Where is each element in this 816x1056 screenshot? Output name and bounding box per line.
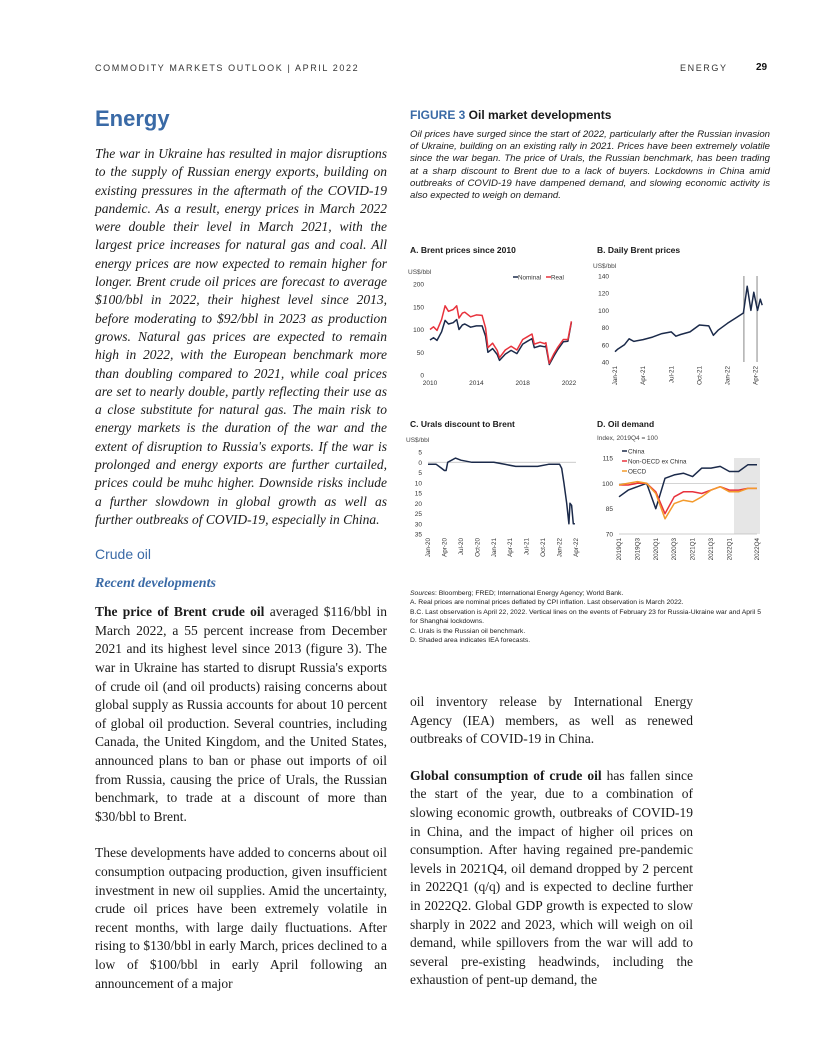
figure-caption: Oil prices have surged since the start of 2022, particularly after the Russian invasion of Ukraine, building on an existing rally in 2021. Prices have been extremely volatile since the war began. The price of Urals, the Russian benchmark, has been trading at a sharp discount to Brent due to a lack of buyers. Lockdowns in China amid outbreaks of COVID-19 have dampened demand, and slowing economic activity is also expected to weigh on demand.	[410, 129, 770, 202]
x-tick-label: 2019Q1	[616, 538, 623, 561]
series-line-urals-discount	[428, 458, 575, 524]
figure-3	[410, 108, 770, 202]
y-tick-label: 115	[602, 455, 613, 463]
y-axis-label: US$/bbl	[406, 437, 430, 444]
x-tick-label: 2022	[561, 380, 577, 387]
note-bc: B.C. Last observation is April 22, 2022. Vertical lines on the events of February 23 for Russia-Ukraine war and April 5 for Shanghai lockdowns.	[410, 608, 761, 626]
figure-title	[410, 108, 770, 122]
y-tick-label: 140	[598, 273, 609, 281]
x-tick-label: Jan-21	[490, 538, 498, 558]
y-axis-label: US$/bbl	[593, 263, 617, 270]
x-tick-label: Apr-22	[752, 366, 760, 385]
x-tick-label: Jul-20	[457, 538, 465, 556]
chart-a-title: A. Brent prices since 2010	[410, 245, 516, 255]
chart-d-oil-demand	[595, 436, 770, 576]
y-tick-label: 100	[413, 327, 424, 334]
y-tick-label: 0	[420, 372, 424, 380]
subsection-heading: Recent developments	[95, 576, 216, 592]
paragraph	[95, 603, 387, 826]
x-tick-label: Apr-22	[573, 538, 580, 557]
chart-d-title: D. Oil demand	[597, 419, 655, 429]
x-tick-label: Jan-20	[425, 538, 432, 558]
y-tick-label: 70	[605, 531, 613, 539]
legend-label: OECD	[628, 468, 647, 476]
y-tick-label: 5	[418, 449, 422, 457]
series-line-real	[430, 306, 571, 363]
note-c: C. Urals is the Russian oil benchmark.	[410, 627, 526, 635]
y-tick-label: 85	[605, 506, 613, 514]
legend-label: Nominal	[518, 274, 542, 282]
paragraph: These developments have added to concerns about oil consumption outpacing production, given insufficient investment in new oil supplies. Amid the uncertainty, crude oil prices have been extremely volatile in recent months, with large daily fluctuations. After rising to $130/bbl in early March, prices declined to a low of $100/bbl in early April following an announcement of a major	[95, 845, 387, 991]
x-tick-label: 2020Q1	[652, 538, 660, 561]
y-tick-label: 100	[598, 307, 609, 315]
y-tick-label: 35	[414, 531, 422, 539]
x-tick-label: 2010	[422, 380, 438, 387]
x-tick-label: Jul-21	[523, 538, 531, 556]
y-tick-label: 150	[413, 304, 424, 312]
page-number: 29	[756, 62, 768, 73]
section-heading: Crude oil	[95, 546, 152, 563]
x-tick-label: 2022Q1	[726, 538, 734, 561]
y-tick-label: 80	[601, 325, 609, 333]
paragraph: oil inventory release by International Energy Agency (IEA) members, as well as renewed outbreaks of COVID-19 in China.	[410, 694, 693, 747]
bold-lead: The price of Brent crude oil	[95, 604, 265, 620]
y-axis-label: Index, 2019Q4 = 100	[597, 435, 658, 442]
legend-label: Non-OECD ex China	[628, 458, 687, 466]
right-column-text	[410, 693, 693, 1008]
x-tick-label: Jan-22	[556, 538, 564, 558]
series-line-nominal	[430, 320, 571, 365]
sources-text: : Bloomberg; FRED; International Energy Agency; World Bank.	[434, 590, 624, 597]
x-tick-label: Oct-21	[540, 538, 548, 557]
y-tick-label: 15	[414, 490, 422, 498]
chart-b-daily-brent	[595, 262, 770, 412]
y-tick-label: 30	[414, 521, 422, 529]
y-tick-label: 0	[418, 459, 422, 467]
sources-label: Sources	[410, 590, 435, 597]
x-tick-label: Jul-21	[668, 366, 676, 384]
y-tick-label: 50	[416, 349, 424, 357]
legend-label: Real	[551, 274, 564, 282]
x-tick-label: Apr-20	[441, 538, 449, 557]
y-tick-label: 120	[598, 290, 609, 298]
running-header: COMMODITY MARKETS OUTLOOK | APRIL 2022	[95, 63, 360, 73]
y-tick-label: 5	[418, 470, 422, 477]
x-tick-label: Oct-21	[696, 366, 704, 385]
x-tick-label: Apr-21	[640, 366, 648, 385]
y-tick-label: 40	[601, 359, 609, 367]
page-title: Energy	[95, 106, 170, 131]
x-tick-label: Apr-21	[507, 538, 515, 557]
note-a: A. Real prices are nominal prices deflated by CPI inflation. Last observation is March 2022.	[410, 599, 684, 607]
x-tick-label: 2021Q1	[689, 538, 697, 561]
chart-c-title: C. Urals discount to Brent	[410, 419, 515, 429]
chart-b-title: B. Daily Brent prices	[597, 245, 681, 255]
y-tick-label: 200	[413, 281, 424, 289]
x-tick-label: 2020Q3	[671, 538, 679, 561]
series-line-brent	[615, 286, 762, 351]
forecast-shading	[734, 458, 760, 534]
section-label: ENERGY	[680, 63, 728, 73]
chart-c-urals-discount	[408, 436, 583, 576]
intro-paragraph: The war in Ukraine has resulted in major disruptions to the supply of Russian energy exports, building on existing pressures in the aftermath of the COVID-19 pandemic. As a result, energy prices in March 2022 were double their level in March 2021, with the largest price increases for natural gas and coal. All energy prices are now expected to remain higher for longer. Brent crude oil prices are forecast to average $100/bbl in 2022, their highest level since 2013, before moderating to $92/bbl in 2023 as production grows. Natural gas prices are expected to remain high in 2022, with the European benchmark more than doubling compared to 2021, while coal prices are set to nearly double, partly reflecting their use as a close substitute for natural gas. The main risk to energy markets is the duration of the war and the extent of disruption to Russia's exports. If the war is prolonged and energy exports are further curtailed, prices could be muhc higher. Downside risks include a further slowdown in global growth as well as further outbreaks of COVID-19, especially in China.	[95, 146, 387, 527]
x-tick-label: 2022Q4	[754, 538, 761, 561]
figure-title-text: Oil market developments	[465, 108, 612, 122]
figure-sources	[410, 589, 770, 645]
x-tick-label: 2019Q3	[634, 538, 642, 561]
y-tick-label: 20	[414, 500, 422, 508]
figure-number: FIGURE 3	[410, 108, 466, 122]
y-tick-label: 10	[414, 480, 422, 488]
y-tick-label: 60	[601, 342, 609, 350]
x-tick-label: 2018	[515, 380, 530, 387]
left-column	[95, 106, 387, 1011]
y-tick-label: 25	[414, 511, 422, 518]
x-tick-label: Jan-21	[612, 366, 619, 386]
paragraph-text: has fallen since the start of the year, due to a combination of slowing economic growth, outbreaks of COVID-19 in China, and the impact of higher oil prices on consumption. After having regained pre-pandemic levels in 2021Q4, oil demand dropped by 2 percent in 2022Q1 (q/q) and is expected to decline further in 2022Q2. Global GDP growth is expected to slow sharply in 2022 and 2023, which will weigh on oil demand, while spillovers from the war will add to several pre-existing headwinds, including the exhaustion of pent-up demand, the	[410, 767, 693, 988]
x-tick-label: Oct-20	[474, 538, 482, 557]
y-axis-label: US$/bbl	[408, 269, 432, 276]
bold-lead: Global consumption of crude oil	[410, 767, 602, 783]
left-column-text	[95, 603, 387, 993]
x-tick-label: 2021Q3	[708, 538, 715, 561]
chart-a-brent-since-2010	[408, 262, 583, 397]
y-tick-label: 100	[602, 480, 613, 488]
paragraph	[410, 767, 693, 990]
paragraph-text: averaged $116/bbl in March 2022, a 55 percent increase from December 2021 and its highest level since 2013 (figure 3). The war in Ukraine has started to disrupt Russia's exports of crude oil (and oil products) raising concerns about global supply as Russia accounts for about 10 percent of global oil production. Several countries, including Canada, the United Kingdom, and the United States, announced plans to ban or phase out imports of oil from Russia, causing the price of Urals, the Russian benchmark, to trade at a discount of more than $30/bbl to Brent.	[95, 604, 387, 824]
note-d: D. Shaded area indicates IEA forecasts.	[410, 637, 531, 645]
x-tick-label: Jan-22	[724, 366, 732, 386]
legend-label: China	[628, 448, 645, 456]
x-tick-label: 2014	[469, 380, 484, 387]
